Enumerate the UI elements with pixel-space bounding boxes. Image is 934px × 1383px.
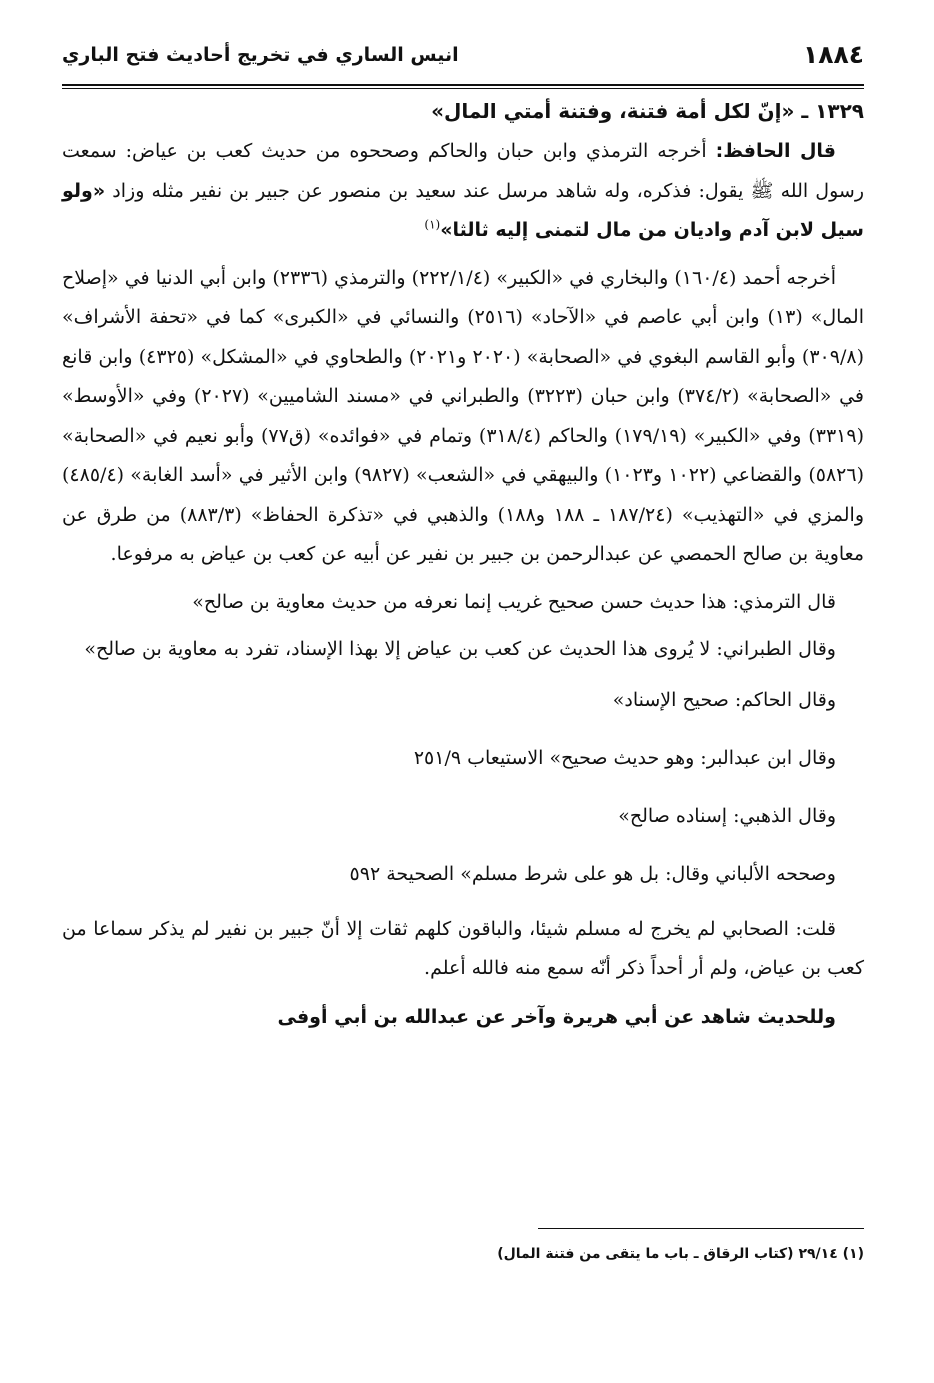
header-rule-thin [62, 88, 864, 89]
hafiz-text: أخرجه الترمذي وابن حبان والحاكم وصححوه من حديث كعب بن عياض: سمعت رسول الله ﷺ يقول: فذكره، وله شاهد مرسل عند سعيد بن منصور عن جبير بن نفير مثله وزاد [62, 140, 864, 202]
ibn-abdulbarr-line: وقال ابن عبدالبر: وهو حديث صحيح» الاستيعاب ٢٥١/٩ [413, 746, 836, 769]
page-number: ١٨٨٤ [802, 40, 864, 69]
book-title: انيس الساري في تخريج أحاديث فتح الباري [62, 44, 459, 66]
document-page [62, 30, 864, 1360]
shahid-line: وللحديث شاهد عن أبي هريرة وآخر عن عبدالله بن أبي أوفى [277, 1005, 836, 1028]
tabarani-paragraph: وقال الطبراني: لا يُروى هذا الحديث عن كعب بن عياض إلا بهذا الإسناد، تفرد به معاوية بن صالح» [84, 638, 836, 660]
takhrij-paragraph: أخرجه أحمد (١٦٠/٤) والبخاري في «الكبير» (٢٢٢/١/٤) والترمذي (٢٣٣٦) وابن أبي الدنيا في «إصلاح المال» (١٣) وابن أبي عاصم في «الآحاد» (٢٥١٦) والنسائي في «الكبرى» كما في «تحفة الأشراف» (٣٠٩/٨) وأبو القاسم البغوي في «الصحابة» (٢٠٢٠ و٢٠٢١) والطحاوي في «المشكل» (٤٣٢٥) وابن قانع في «الصحابة» (٣٧٤/٢) وابن حبان (٣٢٢٣) والطبراني في «مسند الشاميين» (٢٠٢٧) وفي «الأوسط» (٣٣١٩) وفي «الكبير» (١٧٩/١٩) والحاكم (٣١٨/٤) وتمام في «فوائده» (ق٧٧) وأبو نعيم في «الصحابة» (٥٨٢٦) والقضاعي (١٠٢٢ و١٠٢٣) والبيهقي في «الشعب» (٩٨٢٧) وابن الأثير في «أسد الغابة» (٤٨٥/٤) والمزي في «التهذيب» (١٨٧/٢٤ ـ ١٨٨ و١٨٨) والذهبي في «تذكرة الحفاظ» (٨٨٣/٣) من طرق عن معاوية بن صالح الحمصي عن عبدالرحمن بن جبير بن نفير عن أبيه عن كعب بن عياض به مرفوعا. [62, 266, 865, 565]
tirmidhi-paragraph: قال الترمذي: هذا حديث حسن صحيح غريب إنما نعرفه من حديث معاوية بن صالح» [192, 590, 836, 613]
header-rule [62, 84, 864, 86]
hafiz-quote: «ولو سيل لابن آدم واديان من مال لتمنى إليه ثالثا» [62, 179, 864, 241]
hakim-line: وقال الحاكم: صحيح الإسناد» [612, 688, 836, 711]
hadith-title: ١٣٢٩ ـ «إنّ لكل أمة فتنة، وفتنة أمتي المال» [431, 99, 864, 123]
main-text [62, 94, 864, 1037]
author-comment-paragraph: قلت: الصحابي لم يخرج له مسلم شيئا، والباقون كلهم ثقات إلا أنّ جبير بن نفير لم يذكر سماعا من كعب بن عياض، ولم أر أحداً ذكر أنّه سمع منه فالله أعلم. [62, 917, 864, 979]
albani-line: وصححه الألباني وقال: بل هو على شرط مسلم» الصحيحة ٥٩٢ [349, 862, 836, 885]
footnote-divider [538, 1228, 864, 1229]
hafiz-paragraph [62, 132, 864, 251]
hafiz-label: قال الحافظ: [715, 140, 836, 162]
dhahabi-line: وقال الذهبي: إسناده صالح» [618, 804, 836, 827]
footnote-reference: (١) [424, 217, 441, 232]
running-header [62, 40, 864, 80]
footnote: (١) ٢٩/١٤ (كتاب الرقاق ـ باب ما يتقى من فتنة المال) [497, 1246, 864, 1262]
